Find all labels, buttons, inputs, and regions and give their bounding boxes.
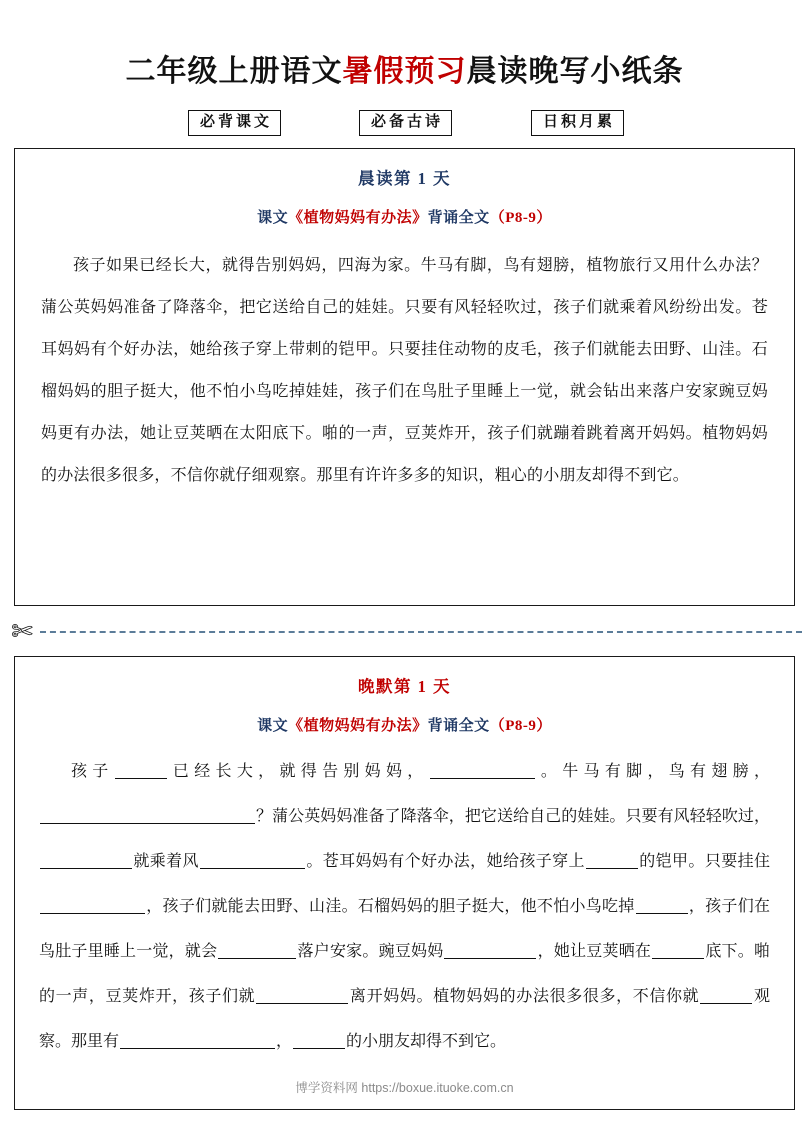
morning-passage-text: 孩子如果已经长大，就得告别妈妈，四海为家。牛马有脚，鸟有翅膀，植物旅行又用什么办法？蒲公英妈妈准备了降落伞，把它送给自己的娃娃。只要有风轻轻吹过，孩子们就乘着风纷纷出发。苍耳妈妈有个好办法，她给孩子穿上带刺的铠甲。只要挂住动物的皮毛，孩子们就能去田野、山洼。石榴妈妈的胆子挺大，他不怕小鸟吃掉娃娃，孩子们在鸟肚子里睡上一觉，就会钻出来落户安家豌豆妈妈更有办法，她让豆荚晒在太阳底下。啪的一声，豆荚炸开，孩子们就蹦着跳着离开妈妈。植物妈妈的办法很多很多，不信你就仔细观察。那里有许许多多的知识，粗心的小朋友却得不到它。 <box>41 257 768 484</box>
morning-subheading-book: 《植物妈妈有办法》 <box>288 210 428 226</box>
cloze-text-run: ，孩子们在鸟肚子里睡上一觉，就会 <box>39 898 770 960</box>
page-title <box>0 46 809 90</box>
cloze-blank[interactable] <box>218 941 296 959</box>
evening-cloze-text <box>39 749 770 1064</box>
watermark: 博学资料网 https://boxue.ituoke.com.cn <box>295 1081 514 1095</box>
evening-subheading <box>15 714 794 735</box>
cloze-blank[interactable] <box>293 1031 345 1049</box>
cloze-text-run: 孩子 <box>71 763 114 780</box>
cloze-text-run: ？蒲公英妈妈准备了降落伞，把它送给自己的娃娃。只要有风轻轻吹过， <box>256 808 770 825</box>
cloze-blank[interactable] <box>120 1031 275 1049</box>
cloze-blank[interactable] <box>40 806 255 824</box>
cloze-text-run: 已经长大，就得告别妈妈， <box>167 763 429 780</box>
cloze-blank[interactable] <box>636 896 688 914</box>
cloze-text-run: 观察。那里有 <box>39 988 770 1050</box>
cloze-text-run: 。牛马有脚，鸟有翅膀， <box>535 763 770 780</box>
evening-subheading-book: 《植物妈妈有办法》 <box>288 718 428 734</box>
cloze-blank[interactable] <box>430 761 535 779</box>
cloze-text-run: 底下。啪的一声，豆荚炸开，孩子们就 <box>39 943 770 1005</box>
cloze-text-run: 的铠甲。只要挂住 <box>638 853 770 870</box>
page-title-highlight: 暑假预习 <box>342 55 467 88</box>
cloze-blank[interactable] <box>444 941 536 959</box>
cloze-text-run: ， <box>276 1033 293 1050</box>
morning-heading: 晨读第 1 天 <box>358 169 451 188</box>
cloze-blank[interactable] <box>40 896 145 914</box>
tag-required-poems: 必备古诗 <box>359 110 452 136</box>
morning-reading-section <box>14 148 795 606</box>
tag-required-texts: 必背课文 <box>188 110 281 136</box>
evening-subheading-prefix: 课文 <box>257 718 289 734</box>
cloze-text-run: 的小朋友却得不到它。 <box>346 1033 507 1050</box>
page-title-part1: 二年级上册语文 <box>125 55 343 88</box>
tag-row <box>0 110 809 138</box>
cloze-text-run: ，孩子们就能去田野、山洼。石榴妈妈的胆子挺大，他不怕小鸟吃掉 <box>146 898 635 915</box>
cloze-text-run: 。苍耳妈妈有个好办法，她给孩子穿上 <box>305 853 585 870</box>
evening-subheading-action: 背诵全文 <box>427 718 490 734</box>
evening-heading: 晚默第 1 天 <box>358 677 451 696</box>
evening-dictation-section <box>14 656 795 1110</box>
morning-subheading-page: （P8-9） <box>489 210 552 226</box>
tag-daily-accumulation: 日积月累 <box>531 110 624 136</box>
cloze-text-run: 落户安家。豌豆妈妈 <box>297 943 444 960</box>
cloze-blank[interactable] <box>586 851 638 869</box>
cloze-text-run: 离开妈妈。植物妈妈的办法很多很多，不信你就 <box>349 988 700 1005</box>
cloze-blank[interactable] <box>652 941 704 959</box>
scissors-icon: ✄ <box>11 617 33 646</box>
morning-subheading-prefix: 课文 <box>257 210 289 226</box>
cloze-blank[interactable] <box>115 761 167 779</box>
cut-divider-line <box>40 631 802 633</box>
cloze-text-run: 就乘着风 <box>133 853 199 870</box>
cloze-blank[interactable] <box>200 851 305 869</box>
cloze-blank[interactable] <box>40 851 132 869</box>
page-title-part2: 晨读晚写小纸条 <box>466 55 684 88</box>
evening-subheading-page: （P8-9） <box>489 718 552 734</box>
cloze-blank[interactable] <box>256 986 348 1004</box>
morning-subheading-action: 背诵全文 <box>427 210 490 226</box>
cloze-text-run: ，她让豆荚晒在 <box>537 943 652 960</box>
cloze-blank[interactable] <box>700 986 752 1004</box>
morning-subheading <box>15 206 794 227</box>
